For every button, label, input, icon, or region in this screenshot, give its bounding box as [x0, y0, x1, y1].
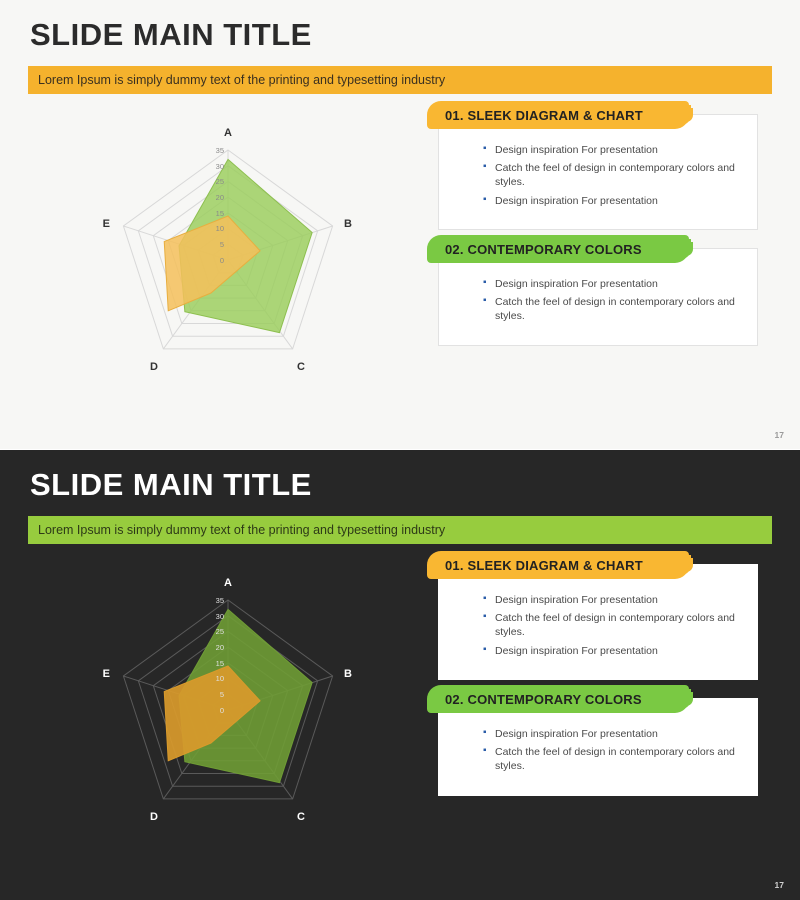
radar-chart-light — [28, 110, 428, 400]
list-item: ▪ Design inspiration For presentation — [495, 644, 735, 658]
card-1-brush-header — [427, 551, 689, 579]
info-card-1 — [438, 107, 758, 230]
svg-text:D: D — [150, 361, 158, 374]
svg-text:25: 25 — [215, 177, 224, 187]
list-item: ▪ Catch the feel of design in contemporary colors and styles. — [495, 611, 735, 639]
svg-text:C: C — [297, 811, 305, 824]
svg-text:15: 15 — [215, 209, 224, 219]
card-1-bullets — [453, 593, 743, 658]
svg-text:0: 0 — [219, 256, 224, 266]
card-1-heading: 01. SLEEK DIAGRAM & CHART — [445, 557, 643, 573]
card-2-heading: 02. CONTEMPORARY COLORS — [445, 691, 642, 707]
info-panel-light — [428, 107, 772, 364]
svg-text:10: 10 — [215, 224, 224, 234]
svg-text:20: 20 — [215, 643, 224, 653]
svg-text:25: 25 — [215, 627, 224, 637]
svg-text:35: 35 — [215, 146, 224, 156]
svg-text:A: A — [224, 577, 232, 590]
svg-text:5: 5 — [219, 690, 224, 700]
list-item: ▪ Design inspiration For presentation — [495, 727, 735, 741]
list-item: ▪ Design inspiration For presentation — [495, 194, 735, 208]
page-number: 17 — [774, 880, 784, 890]
svg-text:B: B — [344, 668, 352, 681]
card-2-heading: 02. CONTEMPORARY COLORS — [445, 241, 642, 257]
radar-svg — [28, 560, 428, 850]
card-1-heading: 01. SLEEK DIAGRAM & CHART — [445, 107, 643, 123]
slide-dark — [0, 450, 800, 900]
svg-text:D: D — [150, 811, 158, 824]
subtitle-bar — [28, 66, 772, 94]
page-title: SLIDE MAIN TITLE — [30, 467, 312, 502]
list-item: ▪ Catch the feel of design in contemporary colors and styles. — [495, 745, 735, 773]
radar-chart-dark — [28, 560, 428, 850]
list-item: ▪ Design inspiration For presentation — [495, 593, 735, 607]
list-item: ▪ Design inspiration For presentation — [495, 143, 735, 157]
svg-text:C: C — [297, 361, 305, 374]
info-card-1 — [438, 557, 758, 680]
svg-text:30: 30 — [215, 162, 224, 172]
list-item: ▪ Catch the feel of design in contemporary colors and styles. — [495, 161, 735, 189]
card-1-brush-header — [427, 101, 689, 129]
info-panel-dark — [428, 557, 772, 814]
svg-text:35: 35 — [215, 596, 224, 606]
card-1-bullets — [453, 143, 743, 208]
subtitle-bar — [28, 516, 772, 544]
svg-text:5: 5 — [219, 240, 224, 250]
subtitle-text: Lorem Ipsum is simply dummy text of the printing and typesetting industry — [38, 73, 446, 88]
list-item: ▪ Catch the feel of design in contemporary colors and styles. — [495, 295, 735, 323]
svg-text:E: E — [102, 218, 110, 231]
svg-text:E: E — [102, 668, 110, 681]
svg-text:20: 20 — [215, 193, 224, 203]
card-2-bullets — [453, 277, 743, 324]
svg-text:A: A — [224, 127, 232, 140]
card-2-bullets — [453, 727, 743, 774]
radar-svg — [28, 110, 428, 400]
svg-text:15: 15 — [215, 659, 224, 669]
svg-text:10: 10 — [215, 674, 224, 684]
list-item: ▪ Design inspiration For presentation — [495, 277, 735, 291]
svg-text:B: B — [344, 218, 352, 231]
page-title: SLIDE MAIN TITLE — [30, 17, 312, 52]
card-2-brush-header — [427, 235, 689, 263]
info-card-2 — [438, 241, 758, 346]
card-2-brush-header — [427, 685, 689, 713]
svg-text:30: 30 — [215, 612, 224, 622]
subtitle-text: Lorem Ipsum is simply dummy text of the printing and typesetting industry — [38, 523, 446, 538]
info-card-2 — [438, 691, 758, 796]
page-number: 17 — [774, 430, 784, 440]
svg-text:0: 0 — [219, 706, 224, 716]
